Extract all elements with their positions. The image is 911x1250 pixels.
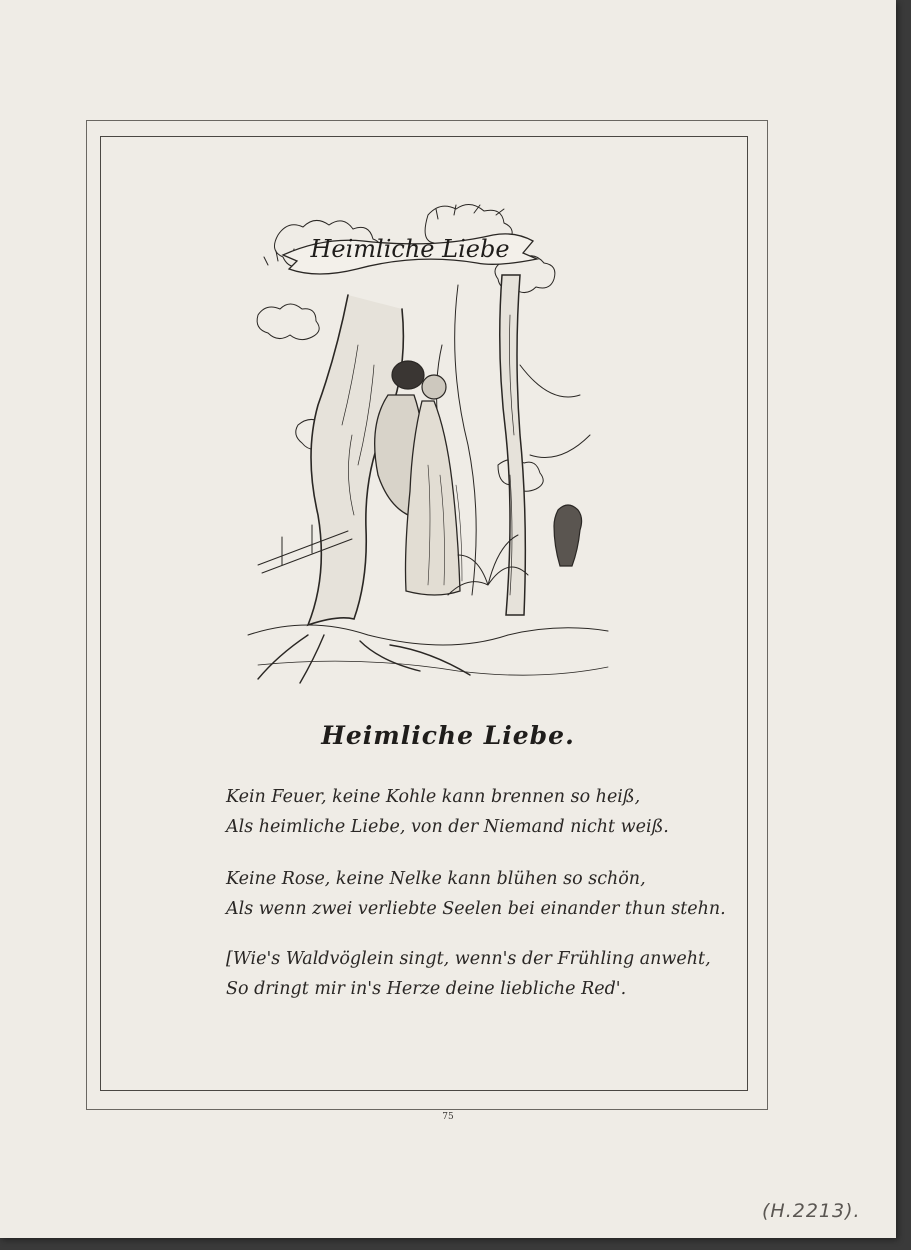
- poem-line: Als heimliche Liebe, von der Niemand nicht weiß.: [226, 817, 669, 837]
- illustration-banner-text: Heimliche Liebe: [310, 235, 510, 263]
- poem-line: So dringt mir in's Herze deine liebliche Red'.: [226, 979, 627, 999]
- poem-stanza-3: [226, 944, 726, 1004]
- poem-line: Als wenn zwei verliebte Seelen bei einander thun stehn.: [226, 899, 726, 919]
- shelfmark-annotation: (H.2213).: [762, 1200, 861, 1222]
- poem-line: [Wie's Waldvöglein singt, wenn's der Frühling anweht,: [226, 949, 711, 969]
- page-number: 75: [442, 1112, 454, 1122]
- poem-line: Kein Feuer, keine Kohle kann brennen so heiß,: [226, 787, 641, 807]
- woodcut-illustration: [238, 195, 616, 687]
- poem-line: Keine Rose, keine Nelke kann blühen so schön,: [226, 869, 646, 889]
- poem-stanza-2: [226, 864, 726, 924]
- poem-title: Heimliche Liebe.: [321, 721, 575, 750]
- poem-stanza-1: [226, 782, 726, 842]
